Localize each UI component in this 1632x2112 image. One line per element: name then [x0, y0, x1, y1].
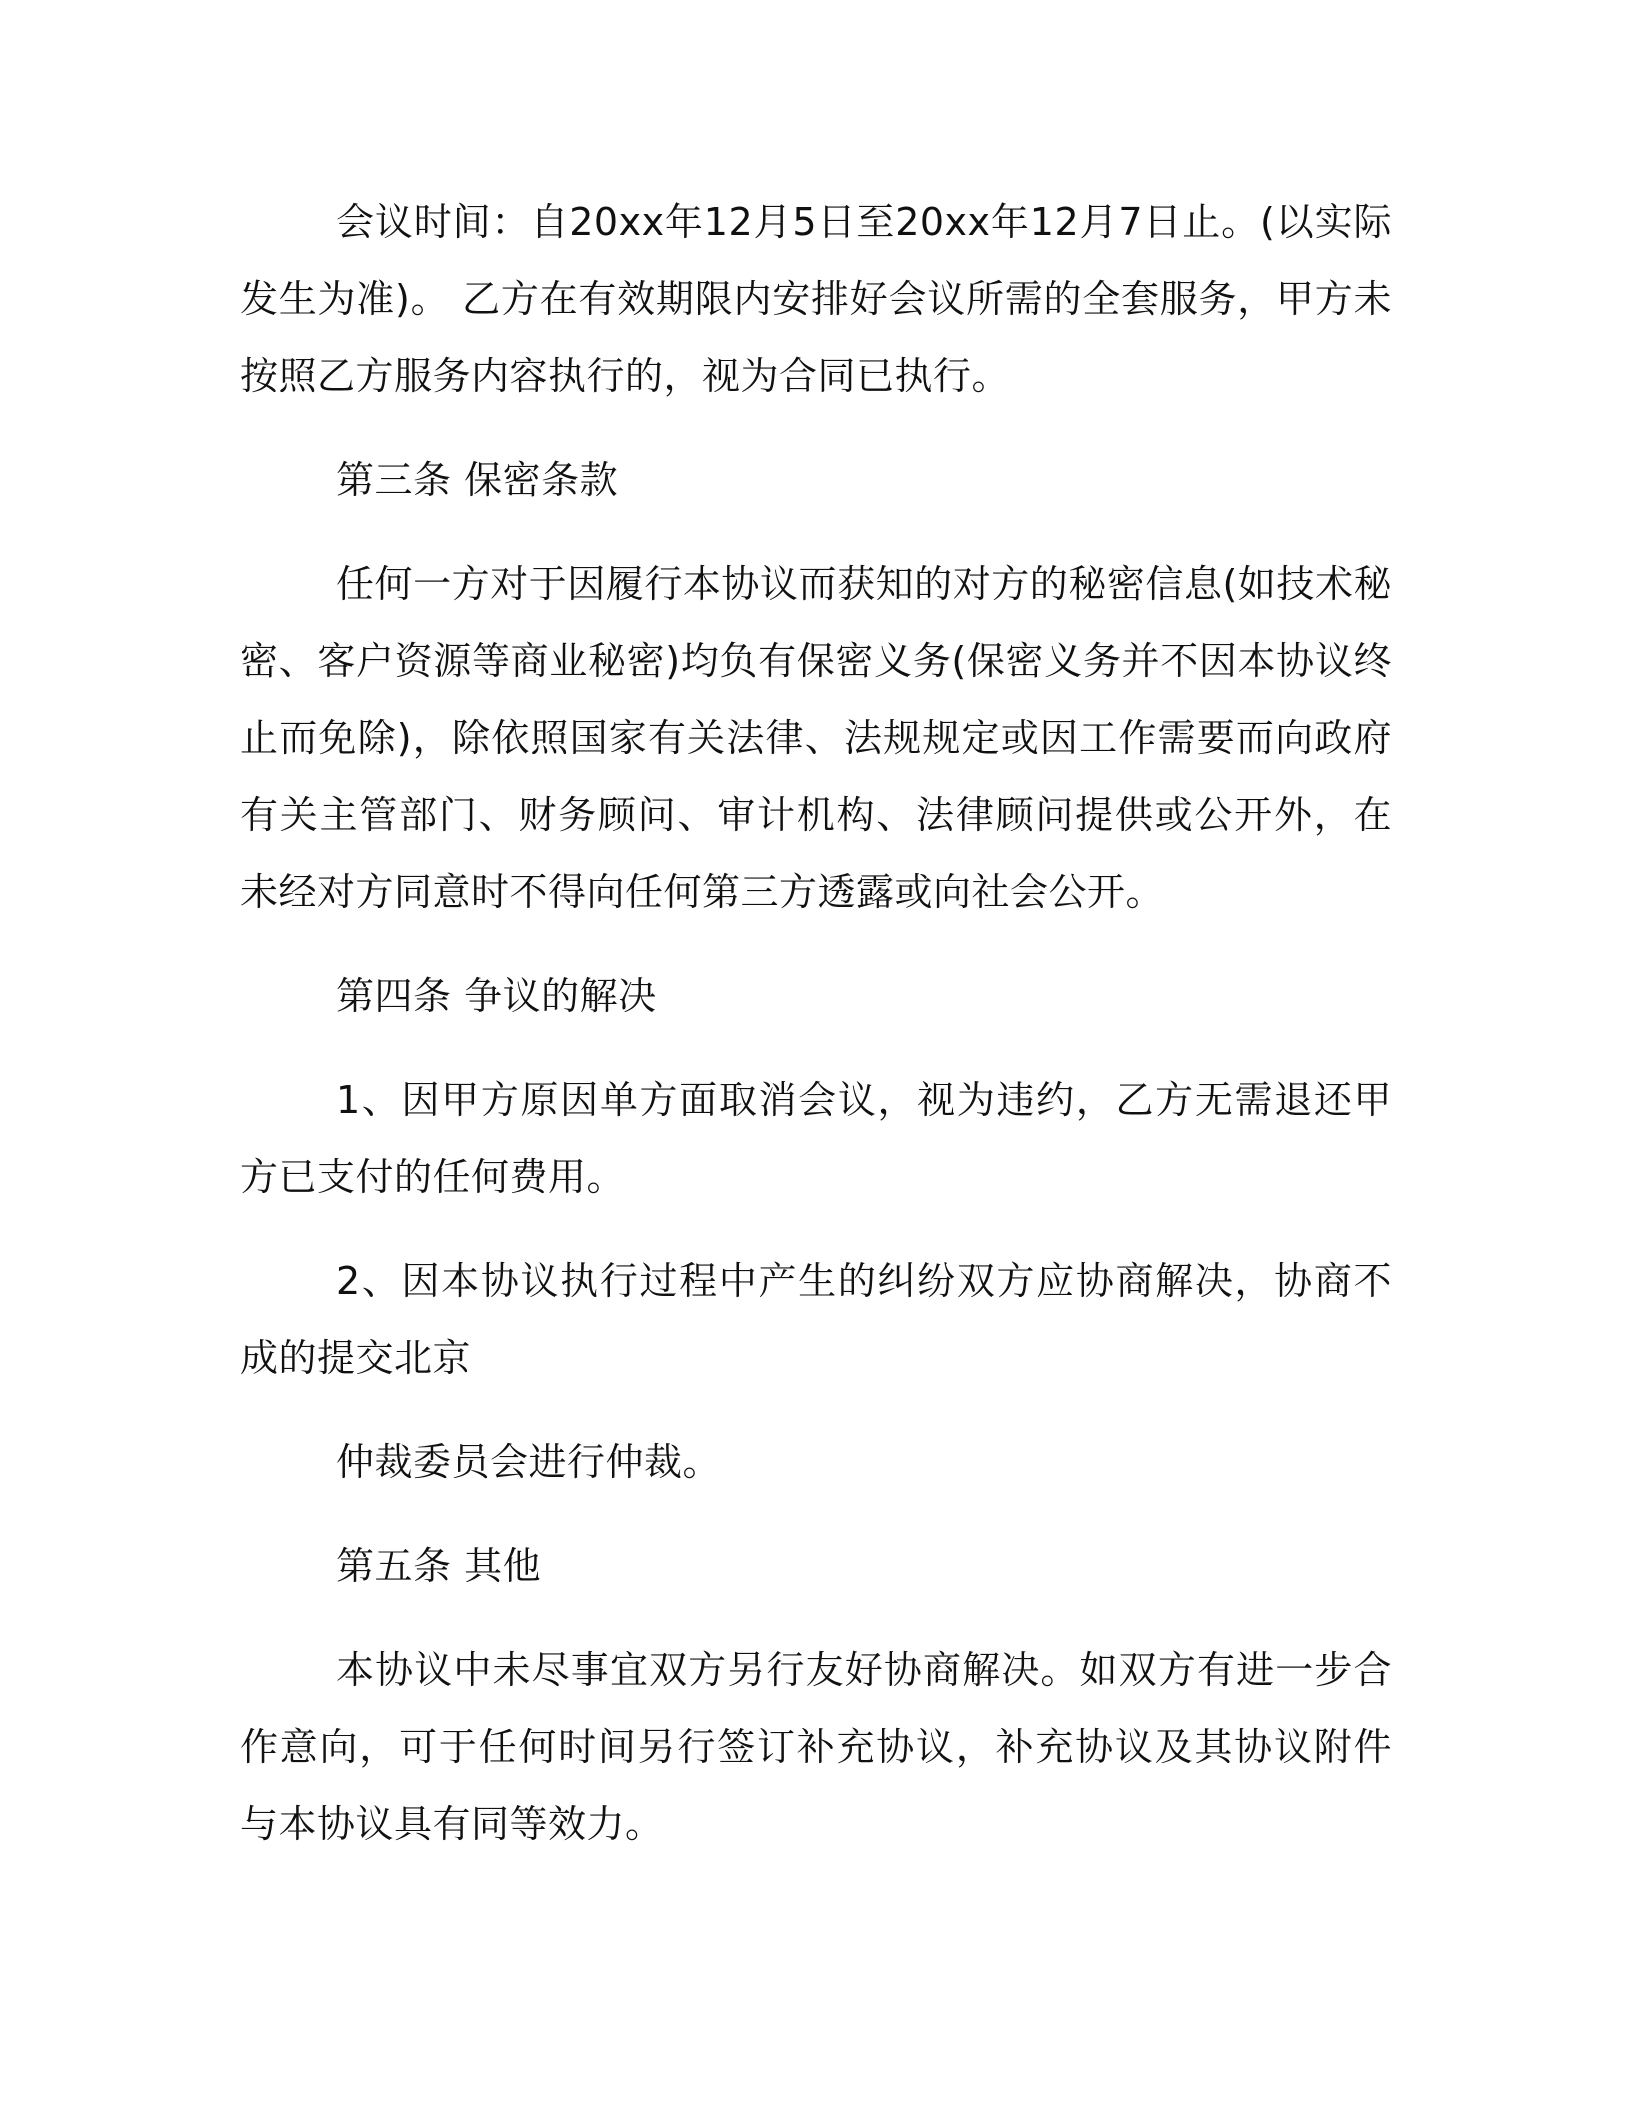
paragraph-other: 本协议中未尽事宜双方另行友好协商解决。如双方有进一步合作意向，可于任何时间另行签订补充协议，补充协议及其协议附件与本协议具有同等效力。 [240, 1648, 1392, 1846]
paragraph-arbitration: 仲裁委员会进行仲裁。 [336, 1440, 722, 1484]
paragraph-dispute-2: 2、因本协议执行过程中产生的纠纷双方应协商解决，协商不成的提交北京 [240, 1259, 1392, 1380]
document-body [240, 184, 1392, 1890]
heading-article-3: 第三条 保密条款 [336, 458, 619, 502]
paragraph-confidentiality: 任何一方对于因履行本协议而获知的对方的秘密信息(如技术秘密、客户资源等商业秘密)均负有保密义务(保密义务并不因本协议终止而免除)，除依照国家有关法律、法规规定或因工作需要而向政府有关主管部门、财务顾问、审计机构、法律顾问提供或公开外，在未经对方同意时不得向任何第三方透露或向社会公开。 [240, 562, 1392, 914]
paragraph-dispute-1: 1、因甲方原因单方面取消会议，视为违约，乙方无需退还甲方已支付的任何费用。 [240, 1078, 1392, 1199]
heading-article-4: 第四条 争议的解决 [336, 974, 657, 1018]
heading-article-5: 第五条 其他 [336, 1544, 542, 1588]
paragraph-meeting-time: 会议时间：自20xx年12月5日至20xx年12月7日止。(以实际发生为准)。 乙方在有效期限内安排好会议所需的全套服务，甲方未按照乙方服务内容执行的，视为合同已执行。 [240, 200, 1392, 398]
